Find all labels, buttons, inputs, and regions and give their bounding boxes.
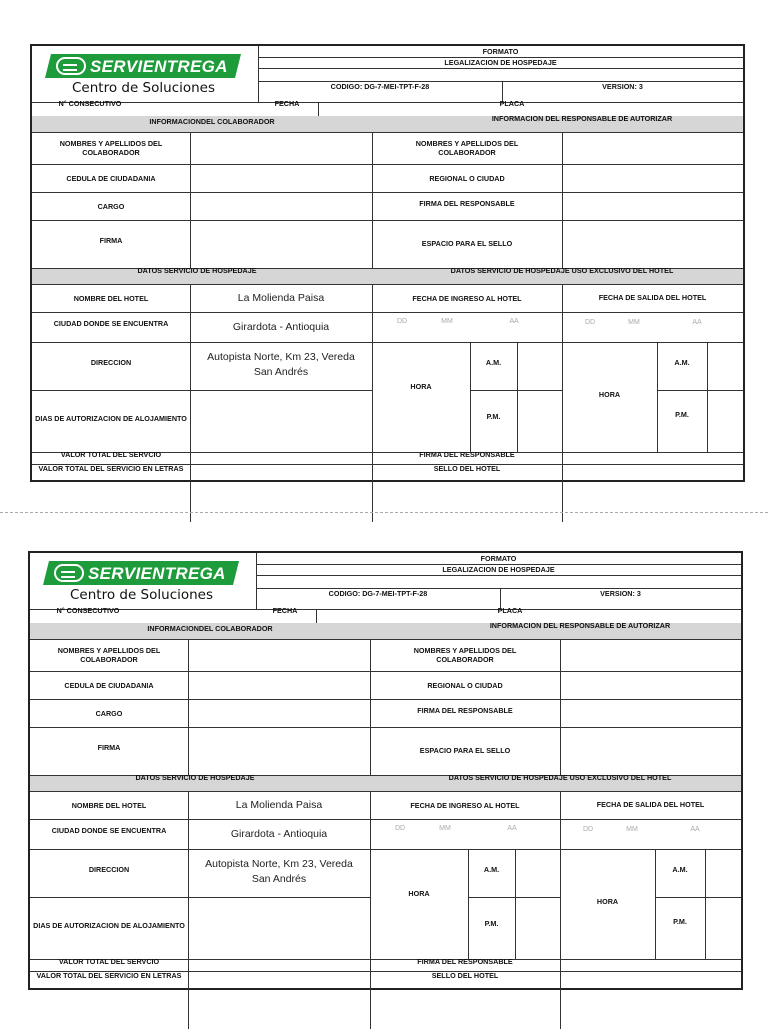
firma-label: FIRMA (97, 742, 121, 752)
cargo-input[interactable] (190, 192, 372, 220)
section-colaborador: INFORMACIONDEL COLABORADOR (149, 116, 275, 126)
valor-letras-label: VALOR TOTAL DEL SERVICIO EN LETRAS (36, 970, 182, 980)
ciudad-value[interactable]: Girardota - Antioquia (232, 320, 330, 333)
salida-label: FECHA DE SALIDA DEL HOTEL (598, 292, 707, 302)
dias-label: DIAS DE AUTORIZACION DE ALOJAMIENTO (33, 920, 185, 930)
firma-resp-footer-input[interactable] (562, 452, 743, 464)
am-ingreso-input[interactable] (515, 849, 560, 897)
dias-input[interactable] (190, 390, 372, 452)
section-servicio-hotel: DATOS SERVICIO DE HOSPEDAJE USO EXCLUSIVO DEL HOTEL (450, 265, 674, 275)
cedula-input[interactable] (190, 164, 372, 192)
logo-brand: SERVIENTREGA (90, 57, 228, 76)
consecutivo-label: N° CONSECUTIVO (58, 98, 122, 108)
fecha-label: FECHA (272, 605, 298, 615)
nombre-hotel-value[interactable]: La Molienda Paisa (237, 291, 325, 304)
section-responsable: INFORMACION DEL RESPONSABLE DE AUTORIZAR (489, 620, 671, 630)
ingreso-dd[interactable]: DD (394, 825, 406, 832)
ingreso-label: FECHA DE INGRESO AL HOTEL (410, 800, 520, 810)
ciudad-label: CIUDAD DONDE SE ENCUENTRA (51, 825, 167, 835)
valor-letras-input[interactable] (188, 971, 370, 987)
pm-salida-label: P.M. (675, 409, 689, 419)
direccion-value[interactable]: Autopista Norte, Km 23, Vereda San Andrés (205, 858, 353, 885)
ingreso-dd[interactable]: DD (396, 318, 408, 325)
ingreso-aa[interactable]: AA (507, 825, 517, 832)
salida-aa[interactable]: AA (692, 319, 702, 326)
nombres-input[interactable] (190, 132, 372, 164)
salida-mm[interactable]: MM (626, 826, 638, 833)
sello-hotel-label: SELLO DEL HOTEL (433, 463, 501, 473)
pm-salida-label: P.M. (673, 916, 687, 926)
ingreso-mm[interactable]: MM (441, 318, 453, 325)
logo-brand: SERVIENTREGA (88, 564, 226, 583)
ciudad-value[interactable]: Girardota - Antioquia (230, 827, 328, 840)
valor-total-input[interactable] (190, 452, 372, 464)
sello-space[interactable] (562, 220, 743, 268)
am-ingreso-label: A.M. (485, 357, 502, 367)
nombres-resp-input[interactable] (562, 132, 743, 164)
servientrega-emblem-icon (56, 57, 86, 75)
cargo-label: CARGO (97, 201, 125, 211)
nombres-input[interactable] (188, 639, 370, 671)
pm-salida-input[interactable] (705, 897, 741, 959)
servientrega-logo (46, 561, 242, 605)
sello-space[interactable] (560, 727, 741, 775)
ingreso-label: FECHA DE INGRESO AL HOTEL (412, 293, 522, 303)
valor-letras-label: VALOR TOTAL DEL SERVICIO EN LETRAS (38, 463, 184, 473)
firma-resp-input[interactable] (562, 192, 743, 220)
am-salida-input[interactable] (707, 342, 743, 390)
valor-letras-input[interactable] (190, 464, 372, 480)
regional-input[interactable] (562, 164, 743, 192)
pm-ingreso-label: P.M. (484, 918, 499, 928)
salida-aa[interactable]: AA (690, 826, 700, 833)
firma-input[interactable] (190, 220, 372, 268)
firma-resp-label: FIRMA DEL RESPONSABLE (417, 705, 513, 715)
nombre-hotel-label: NOMBRE DEL HOTEL (73, 293, 149, 303)
logo-subtitle: Centro de Soluciones (72, 80, 216, 96)
regional-label: REGIONAL O CIUDAD (429, 173, 505, 183)
pm-salida-input[interactable] (707, 390, 743, 452)
valor-total-label: VALOR TOTAL DEL SERVCIO (60, 449, 162, 459)
placa-label: PLACA (499, 98, 525, 108)
valor-total-label: VALOR TOTAL DEL SERVCIO (58, 956, 160, 966)
section-colaborador: INFORMACIONDEL COLABORADOR (147, 623, 273, 633)
cedula-input[interactable] (188, 671, 370, 699)
version-label: VERSION: 3 (602, 81, 643, 91)
pm-ingreso-input[interactable] (517, 390, 562, 452)
page-separator (0, 512, 768, 513)
section-servicio: DATOS SERVICIO DE HOSPEDAJE (137, 265, 257, 275)
section-servicio-hotel: DATOS SERVICIO DE HOSPEDAJE USO EXCLUSIVO DEL HOTEL (448, 772, 672, 782)
nombres-label: NOMBRES Y APELLIDOS DEL COLABORADOR (57, 646, 161, 664)
sello-hotel-input[interactable] (562, 464, 743, 480)
cargo-input[interactable] (188, 699, 370, 727)
section-servicio: DATOS SERVICIO DE HOSPEDAJE (135, 772, 255, 782)
hora-salida-label: HORA (596, 896, 619, 906)
cargo-label: CARGO (95, 708, 123, 718)
sello-hotel-label: SELLO DEL HOTEL (431, 970, 499, 980)
am-salida-label: A.M. (672, 864, 688, 874)
cedula-label: CEDULA DE CIUDADANIA (66, 173, 156, 183)
nombres-resp-input[interactable] (560, 639, 741, 671)
sello-label: ESPACIO PARA EL SELLO (419, 745, 511, 755)
cedula-label: CEDULA DE CIUDADANIA (64, 680, 154, 690)
firma-resp-label: FIRMA DEL RESPONSABLE (419, 198, 515, 208)
firma-resp-footer-input[interactable] (560, 959, 741, 971)
salida-dd[interactable]: DD (584, 319, 596, 326)
logo-subtitle: Centro de Soluciones (70, 587, 214, 603)
dias-input[interactable] (188, 897, 370, 959)
salida-label: FECHA DE SALIDA DEL HOTEL (596, 799, 705, 809)
dias-label: DIAS DE AUTORIZACION DE ALOJAMIENTO (35, 413, 187, 423)
ciudad-label: CIUDAD DONDE SE ENCUENTRA (53, 318, 169, 328)
valor-total-input[interactable] (188, 959, 370, 971)
direccion-label: DIRECCION (88, 864, 130, 874)
ingreso-mm[interactable]: MM (439, 825, 451, 832)
am-ingreso-input[interactable] (517, 342, 562, 390)
fecha-input[interactable] (316, 609, 466, 623)
firma-resp-footer-label: FIRMA DEL RESPONSABLE (419, 449, 515, 459)
consecutivo-input[interactable] (140, 102, 260, 116)
consecutivo-label: N° CONSECUTIVO (56, 605, 120, 615)
hora-ingreso-label: HORA (410, 381, 432, 391)
fecha-label: FECHA (274, 98, 300, 108)
ingreso-aa[interactable]: AA (509, 318, 519, 325)
firma-input[interactable] (188, 727, 370, 775)
servientrega-emblem-icon (54, 564, 84, 582)
salida-dd[interactable]: DD (582, 826, 594, 833)
nombres-label: NOMBRES Y APELLIDOS DEL COLABORADOR (59, 139, 163, 157)
firma-label: FIRMA (99, 235, 123, 245)
direccion-value[interactable]: Autopista Norte, Km 23, Vereda San Andrés (207, 351, 355, 378)
nombre-hotel-label: NOMBRE DEL HOTEL (71, 800, 147, 810)
section-responsable: INFORMACION DEL RESPONSABLE DE AUTORIZAR (491, 113, 673, 123)
formato-label: FORMATO (482, 47, 519, 56)
firma-resp-input[interactable] (560, 699, 741, 727)
nombres-resp-label: NOMBRES Y APELLIDOS DEL COLABORADOR (415, 139, 519, 157)
sello-label: ESPACIO PARA EL SELLO (421, 238, 513, 248)
am-salida-input[interactable] (705, 849, 741, 897)
fecha-input[interactable] (318, 102, 468, 116)
codigo-label: CODIGO: DG-7-MEI-TPT-F-28 (330, 81, 430, 91)
hospedaje-form-1 (30, 44, 745, 482)
sello-hotel-input[interactable] (560, 971, 741, 987)
servientrega-logo (48, 54, 244, 98)
firma-resp-footer-label: FIRMA DEL RESPONSABLE (417, 956, 513, 966)
am-ingreso-label: A.M. (483, 864, 500, 874)
version-label: VERSION: 3 (600, 588, 641, 598)
form-title: LEGALIZACION DE HOSPEDAJE (444, 58, 557, 67)
nombre-hotel-value[interactable]: La Molienda Paisa (235, 798, 323, 811)
formato-label: FORMATO (480, 554, 517, 563)
placa-label: PLACA (497, 605, 523, 615)
pm-ingreso-input[interactable] (515, 897, 560, 959)
codigo-label: CODIGO: DG-7-MEI-TPT-F-28 (328, 588, 428, 598)
form-title: LEGALIZACION DE HOSPEDAJE (442, 565, 555, 574)
pm-ingreso-label: P.M. (486, 411, 501, 421)
regional-input[interactable] (560, 671, 741, 699)
consecutivo-input[interactable] (138, 609, 258, 623)
hora-salida-label: HORA (598, 389, 621, 399)
direccion-label: DIRECCION (90, 357, 132, 367)
salida-mm[interactable]: MM (628, 319, 640, 326)
regional-label: REGIONAL O CIUDAD (427, 680, 503, 690)
hospedaje-form-2 (28, 551, 743, 990)
nombres-resp-label: NOMBRES Y APELLIDOS DEL COLABORADOR (413, 646, 517, 664)
am-salida-label: A.M. (674, 357, 690, 367)
hora-ingreso-label: HORA (408, 888, 430, 898)
